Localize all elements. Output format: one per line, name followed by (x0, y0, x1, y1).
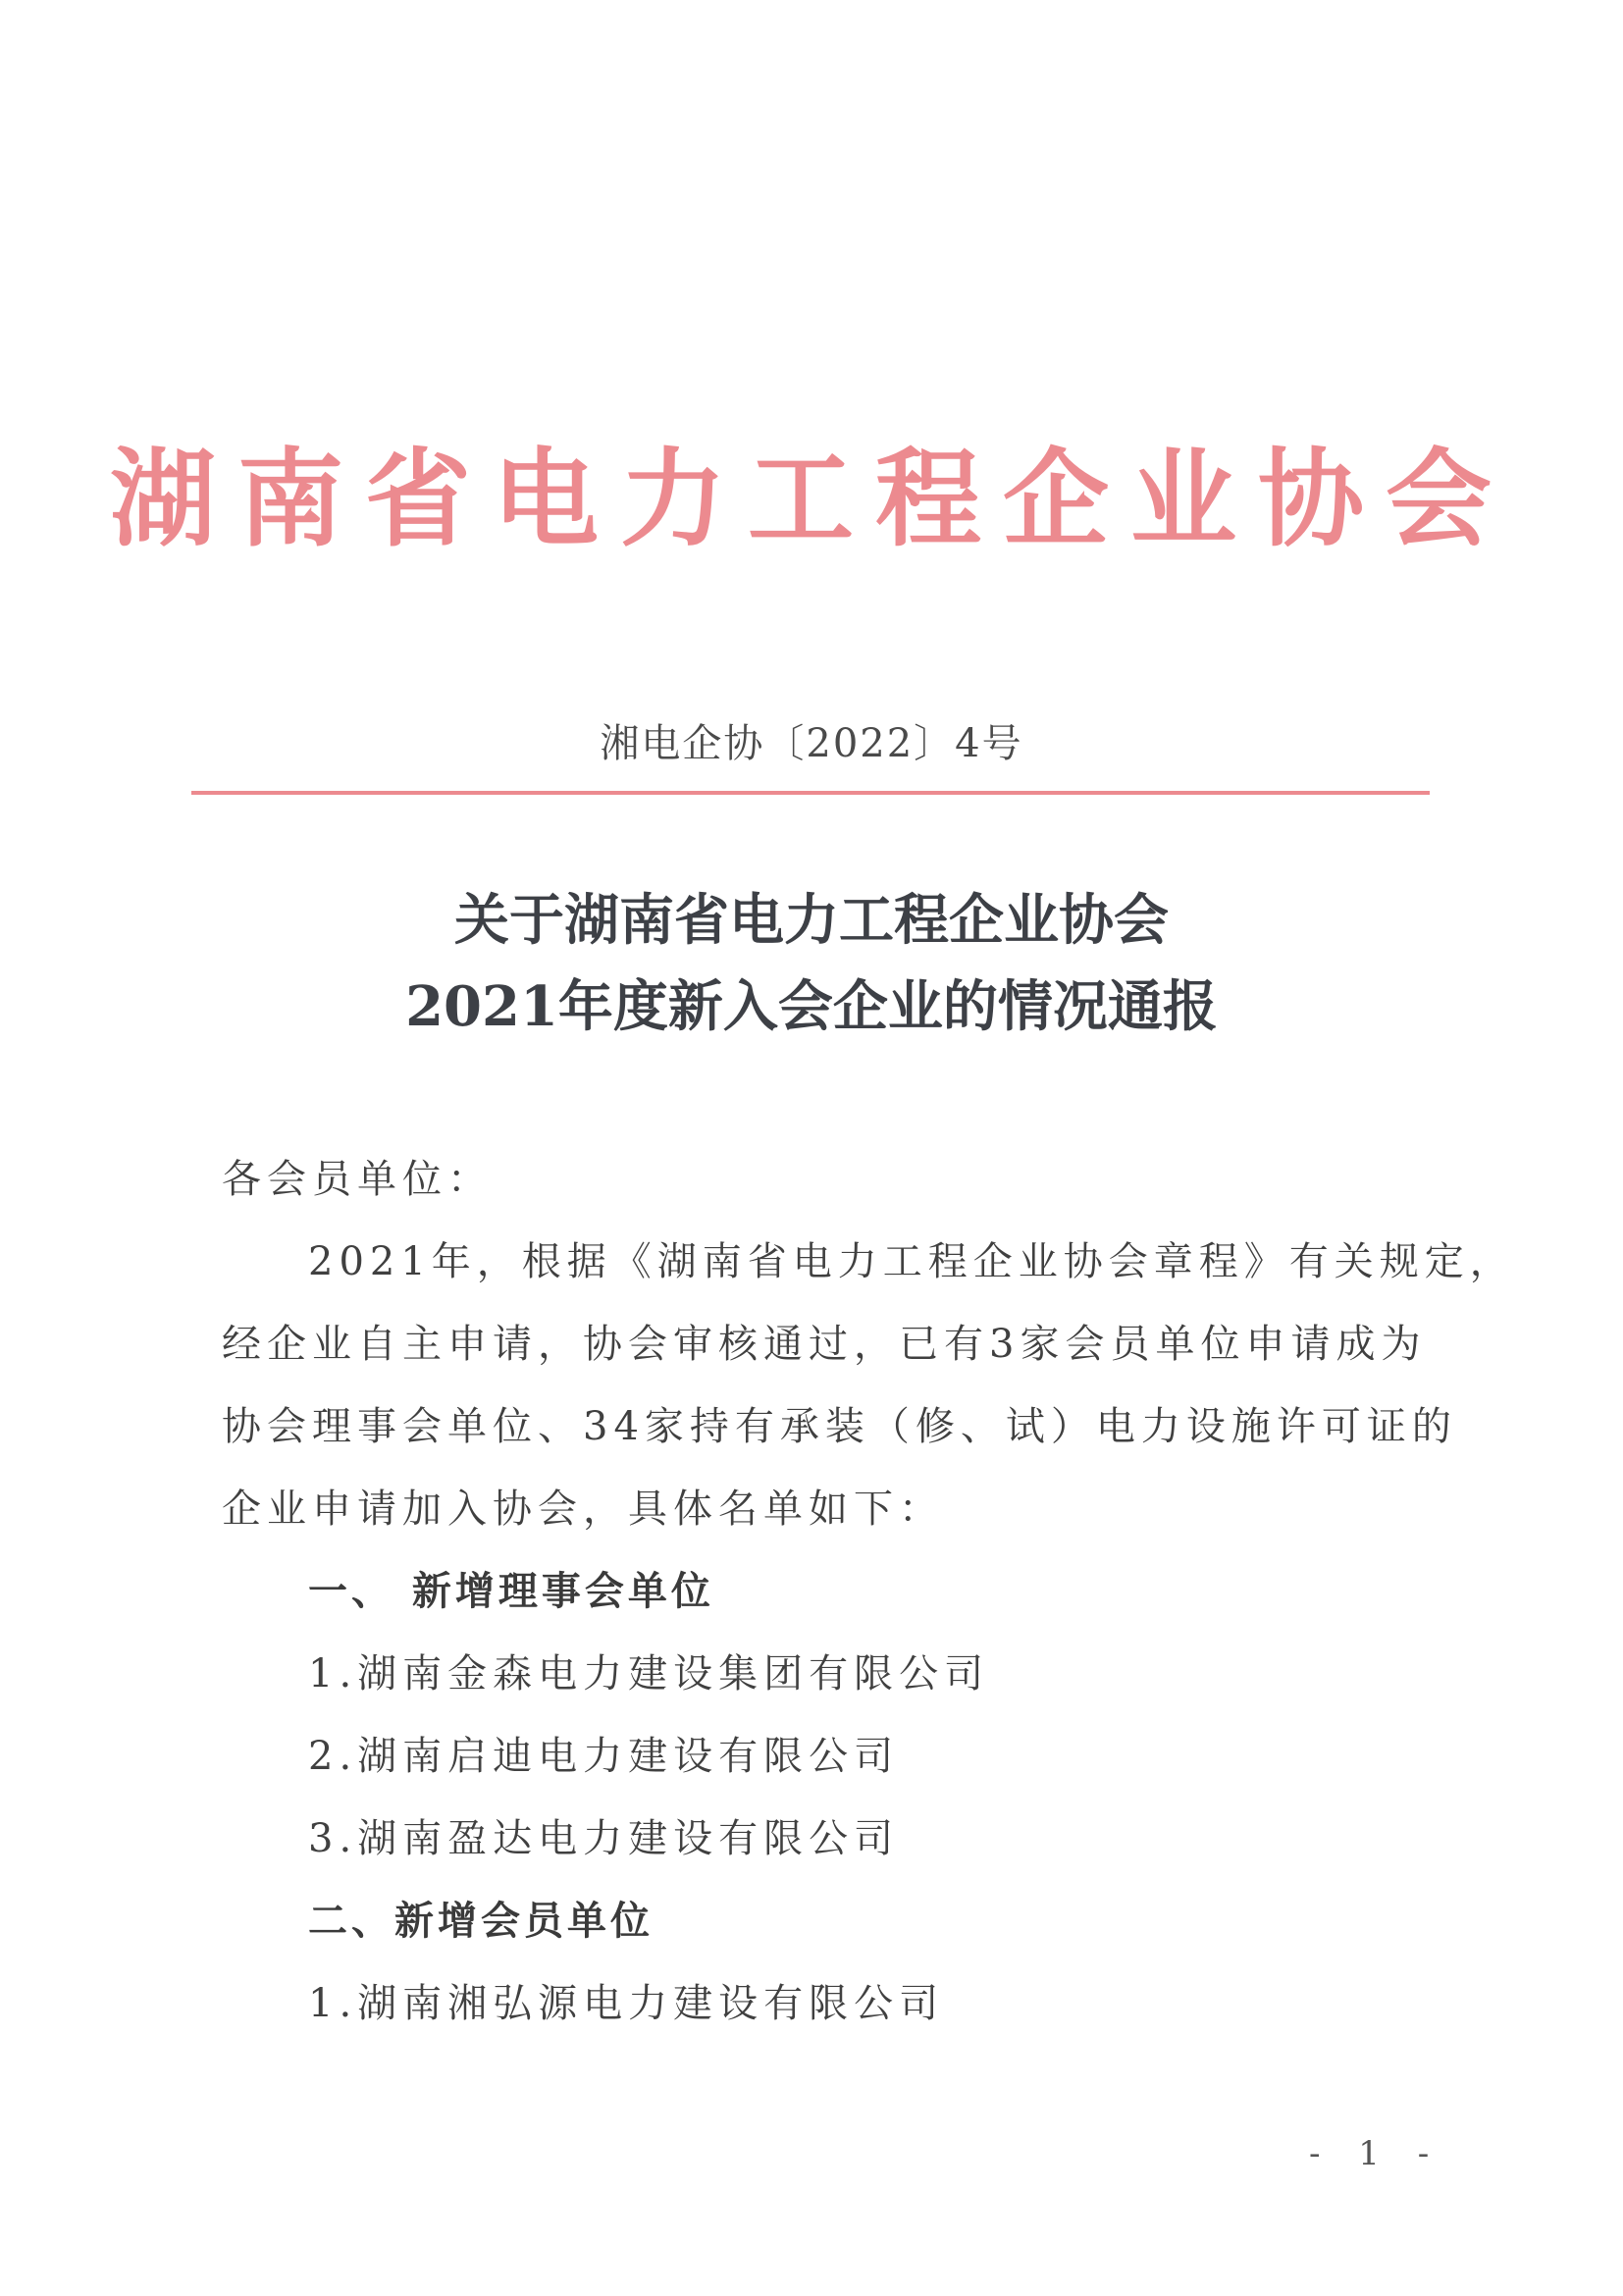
organization-header: 湖南省电力工程企业协会 (109, 438, 1513, 561)
salutation: 各会员单位： (222, 1157, 493, 1202)
paragraph-line: 2021年，根据《湖南省电力工程企业协会章程》有关规定， (308, 1239, 1515, 1284)
paragraph-line: 经企业自主申请，协会审核通过，已有3家会员单位申请成为 (222, 1322, 1427, 1367)
paragraph-line: 企业申请加入协会，具体名单如下： (222, 1487, 944, 1532)
paragraph-line: 协会理事会单位、34家持有承装（修、试）电力设施许可证的 (222, 1404, 1457, 1449)
red-divider-line (191, 791, 1430, 795)
document-number: 湘电企协〔2022〕4号 (600, 721, 1023, 766)
list-item: 3.湖南盈达电力建设有限公司 (308, 1816, 900, 1861)
list-item: 1.湖南金森电力建设集团有限公司 (308, 1651, 990, 1696)
document-title-line-2: 2021年度新入会企业的情况通报 (405, 974, 1218, 1039)
section-heading-council-units: 一、 新增理事会单位 (308, 1569, 714, 1614)
list-item: 1.湖南湘弘源电力建设有限公司 (308, 1981, 945, 2026)
document-title-line-1: 关于湖南省电力工程企业协会 (454, 888, 1169, 953)
section-heading-member-units: 二、新增会员单位 (308, 1899, 654, 1944)
page-number: - 1 - (1309, 2134, 1443, 2173)
list-item: 2.湖南启迪电力建设有限公司 (308, 1734, 900, 1779)
